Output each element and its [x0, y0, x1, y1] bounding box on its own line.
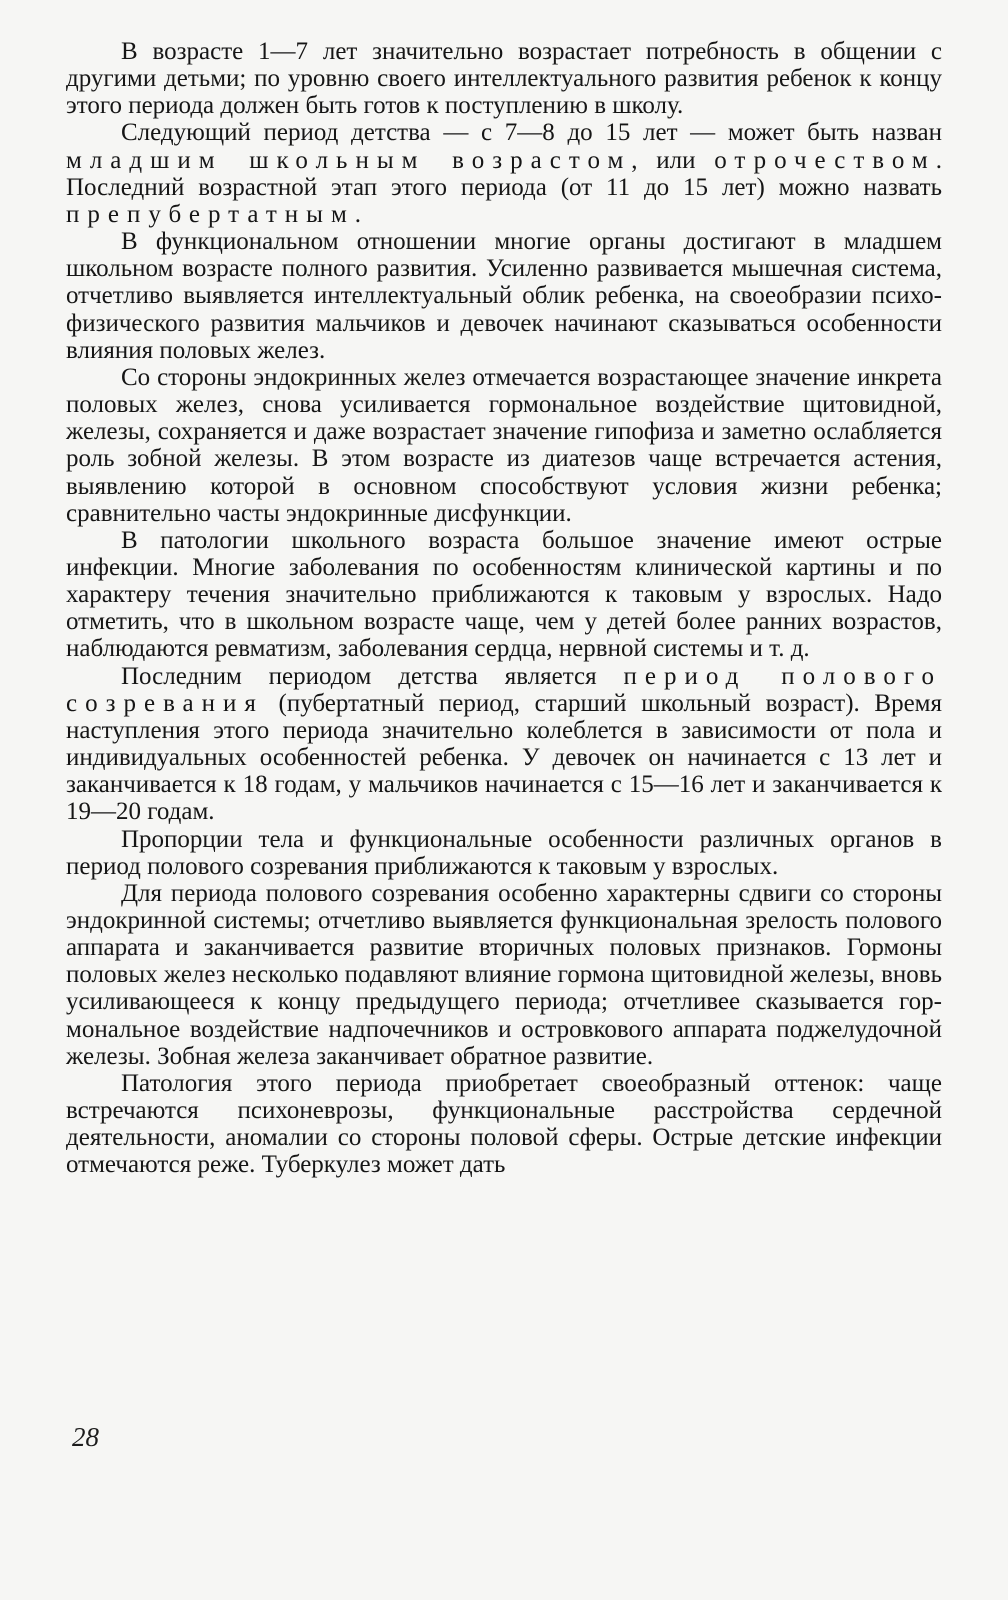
paragraph-puberty-period [66, 663, 942, 826]
paragraph-text-part: . [354, 200, 362, 228]
paragraph-body-proportions [66, 826, 942, 880]
paragraph-school-age-pathology [66, 527, 942, 663]
paragraph-junior-school-age [66, 119, 942, 228]
spaced-term-puberty-period: период полового созревания [66, 662, 942, 717]
spaced-term-prepubertal: препубертатным [66, 200, 355, 228]
paragraph-text: Со стороны эндокринных желез отмечается возрастающее значение инкрета половых желез, снова усиливается гормональное воздействие щитовидной, железы, сохраняется и даже возрастает значение гипофиза и заметно ослабляется роль зобной железы. В этом возрасте из диатезов чаще встречается астения, выявлению которой в основном способствуют условия жизни ребенка; сравнительно часты эндокринные дисфункции. [66, 363, 942, 527]
paragraph-text-part: Следующий период детства — с 7—8 до 15 лет — может быть назван [121, 119, 942, 147]
paragraph-text: В функциональном отношении многие органы достигают в младшем школьном возрасте полного развития. Усиленно развивается мышечная система, отчетливо выявляется интеллектуальный облик ребенка, на своеобразии психо-физического развития мальчиков и девочек начинают сказываться особенности влияния половых желез. [66, 228, 942, 364]
paragraph-text-part: Последним периодом детства является [121, 662, 624, 690]
paragraph-endocrine-shifts [66, 880, 942, 1070]
paragraph-functional-development [66, 228, 942, 364]
spaced-term-junior-school-age: младшим школьным возрастом [66, 146, 632, 174]
paragraph-age-1-7 [66, 38, 942, 119]
paragraph-text: Патология этого периода приобретает своеобразный оттенок: чаще встречаются психоневрозы, функциональные расстройства сердечной деятельности, аномалии со стороны половой сферы. Острые детские инфекции отмечаются реже. Туберкулез может дать [66, 1069, 942, 1179]
spaced-term-adolescence: отрочеством [714, 146, 936, 174]
paragraph-text-part: . Последний возрастной этап этого периода (от 11 до 15 лет) можно назвать [66, 146, 942, 201]
paragraph-text: В патологии школьного возраста большое значение имеют острые инфекции. Многие заболевания по особенностям клинической картины и по характеру течения значительно приближаются к таковым у взрослых. Надо отметить, что в школьном возрасте чаще, чем у детей более ранних возрастов, наблюдаются ревматизм, заболевания сердца, нервной системы и т. д. [66, 526, 942, 663]
page-number: 28 [72, 1422, 99, 1452]
paragraph-text: В возрасте 1—7 лет значительно возрастает потребность в общении с другими детьми; по уровню своего интеллектуального развития ребенок к концу этого периода должен быть готов к поступлению в школу. [66, 38, 942, 120]
paragraph-puberty-pathology [66, 1070, 942, 1179]
paragraph-endocrine-glands [66, 364, 942, 527]
paragraph-text-part: , или [631, 146, 715, 174]
book-page-body [66, 38, 942, 1179]
paragraph-text: Пропорции тела и функциональные особенности различных органов в период полового созревания приближаются к таковым у взрослых. [66, 825, 942, 880]
paragraph-text-part: (пубертатный период, старший школьный возраст). Время наступления этого периода значительно колеблется в зависимости от пола и индивидуальных особенностей ребенка. У девочек он начинается с 13 лет и заканчивается к 18 годам, у мальчиков начинается с 15—16 лет и заканчивается к 19—20 годам. [66, 689, 942, 826]
paragraph-text: Для периода полового созревания особенно характерны сдвиги со стороны эндокринной системы; отчетливо выявляется функциональная зрелость полового аппарата и заканчивается развитие вторичных половых признаков. Гормоны половых желез несколько подавляют влияние гормона щитовидной железы, вновь усиливающееся к концу предыдущего периода; отчетливее сказывается гормональное воздействие надпочечников и островкового аппарата поджелудочной железы. Зобная железа заканчивает обратное развитие. [66, 879, 942, 1070]
